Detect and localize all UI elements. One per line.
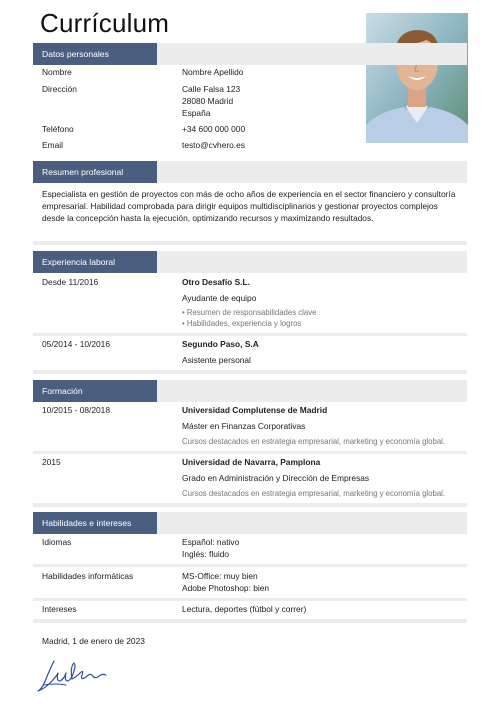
- field-label: Teléfono: [42, 124, 74, 134]
- place-date: Madrid, 1 de enero de 2023: [42, 636, 145, 646]
- signature: [36, 655, 116, 697]
- education-degree: Grado en Administración y Dirección de Empresas: [182, 473, 370, 483]
- section-title: Experiencia laboral: [33, 251, 157, 273]
- education-date: 10/2015 - 08/2018: [42, 405, 110, 415]
- job-date: Desde 11/2016: [42, 277, 99, 287]
- job-company: Segundo Paso, S.A: [182, 339, 259, 349]
- section-summary: [33, 161, 467, 183]
- skill-label: Intereses: [42, 604, 77, 614]
- job-date: 05/2014 - 10/2016: [42, 339, 110, 349]
- section-divider: [33, 503, 467, 507]
- job-role: Ayudante de equipo: [182, 293, 257, 303]
- skill-value: Inglés: fluido: [182, 549, 230, 559]
- skill-value: Español: nativo: [182, 537, 240, 547]
- section-title: Resumen profesional: [33, 161, 157, 183]
- skill-value: MS-Office: muy bien: [182, 571, 258, 581]
- skill-label: Idiomas: [42, 537, 72, 547]
- field-value: +34 600 000 000: [182, 124, 246, 134]
- skill-value: Adobe Photoshop: bien: [182, 583, 270, 593]
- skill-label: Habilidades informáticas: [42, 571, 134, 581]
- skill-value: Lectura, deportes (fútbol y correr): [182, 604, 307, 614]
- education-degree: Máster en Finanzas Corporativas: [182, 421, 306, 431]
- section-title: Formación: [33, 380, 157, 402]
- section-title: Datos personales: [33, 43, 157, 65]
- section-personal: [33, 43, 467, 65]
- section-title: Habilidades e intereses: [33, 512, 157, 534]
- job-company: Otro Desafío S.L.: [182, 277, 250, 287]
- section-education: [33, 380, 467, 402]
- section-skills: [33, 512, 467, 534]
- field-value: Nombre Apellido: [182, 67, 244, 77]
- job-role: Asistente personal: [182, 355, 251, 365]
- education-note: Cursos destacados en estrategia empresarial, marketing y economía global.: [182, 437, 446, 446]
- section-experience: [33, 251, 467, 273]
- education-school: Universidad de Navarra, Pamplona: [182, 457, 321, 467]
- entry-divider: [33, 451, 467, 454]
- section-divider: [33, 619, 467, 623]
- summary-text: Especialista en gestión de proyectos con más de ocho años de experiencia en el sector financiero y consultoría empresarial. Habilidad comprobada para dirigir equipos multidisciplinarios y gestionar proyectos complejos desde la concepción hasta la ejecución, optimizando recursos y maximizando resultados.: [42, 189, 456, 223]
- entry-divider: [33, 564, 467, 567]
- field-label: Nombre: [42, 67, 72, 77]
- page-title: Currículum: [40, 8, 170, 38]
- entry-divider: [33, 598, 467, 601]
- field-label: Email: [42, 140, 63, 150]
- field-value: España: [182, 108, 211, 118]
- profile-photo: [366, 13, 468, 143]
- job-bullet: • Resumen de responsabilidades clave: [182, 308, 317, 317]
- section-divider: [33, 241, 467, 245]
- email-value: testo@cvhero.es: [182, 140, 245, 150]
- entry-divider: [33, 333, 467, 336]
- job-bullet: • Habilidades, experiencia y logros: [182, 319, 302, 328]
- section-divider: [33, 370, 467, 374]
- field-value: 28080 Madrid: [182, 96, 234, 106]
- field-label: Dirección: [42, 84, 77, 94]
- education-date: 2015: [42, 457, 61, 467]
- education-school: Universidad Complutense de Madrid: [182, 405, 328, 415]
- education-note: Cursos destacados en estrategia empresarial, marketing y economía global.: [182, 489, 446, 498]
- field-value: Calle Falsa 123: [182, 84, 241, 94]
